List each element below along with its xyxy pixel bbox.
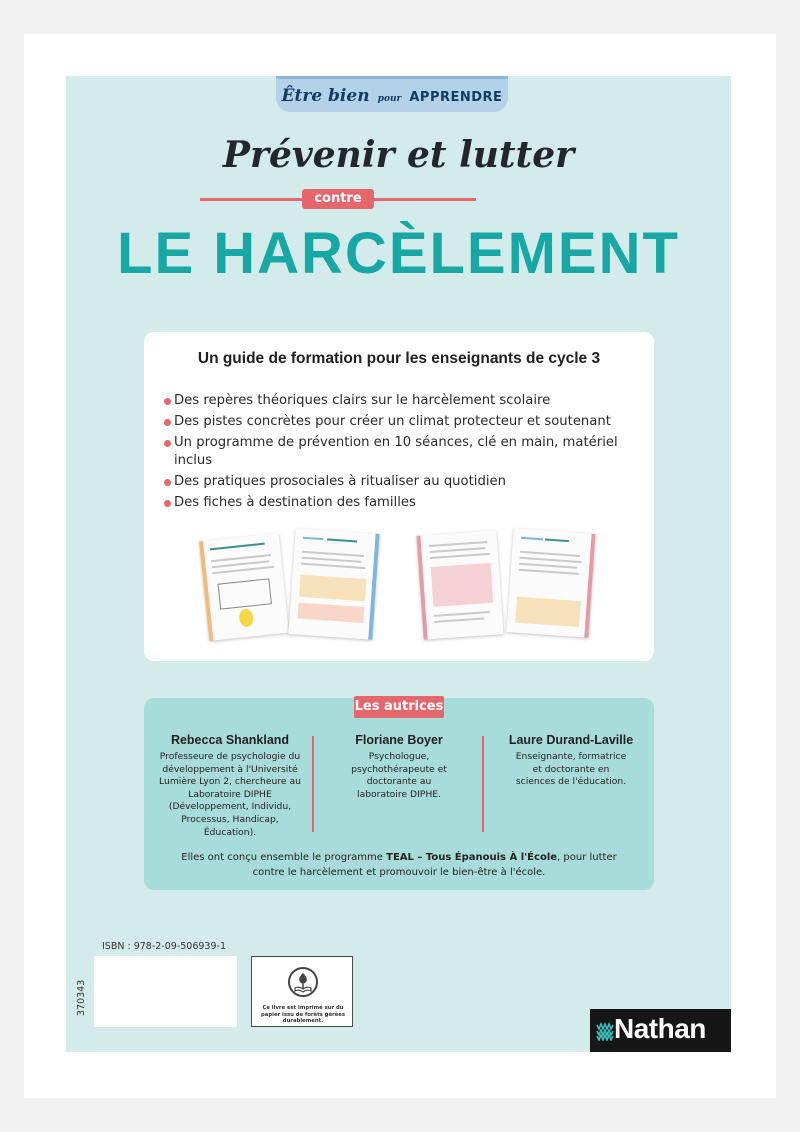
authors-tag: Les autrices [354,696,444,718]
list-item [164,434,634,470]
bullet-text: Des pratiques prosociales à ritualiser au quotidien [174,474,506,489]
sample-page [506,528,595,637]
bullet-text: Des pistes concrètes pour créer un climat protecteur et soutenant [174,414,611,429]
author-divider [312,736,314,832]
bullet-text: Des repères théoriques clairs sur le harcèlement scolaire [174,393,551,408]
author-laure [496,733,646,789]
author-name: Rebecca Shankland [170,733,290,747]
series-part1: Être bien [281,86,370,106]
list-item [164,413,634,431]
eco-text: Ce livre est imprimé sur du papier issu de forêts gérées durablement. [261,1005,345,1024]
bullet-text: Un programme de prévention en 10 séances, clé en main, matériel inclus [174,435,618,468]
dot-icon [164,398,171,405]
list-item [164,392,634,410]
sample-page [199,533,289,641]
book-back-cover [66,76,731,1052]
note-text: Elles ont conçu ensemble le programme [181,852,387,863]
sample-page [288,528,379,640]
list-item [164,494,634,512]
guide-heading: Un guide de formation pour les enseignants de cycle 3 [197,350,601,367]
publisher-name: Nathan [614,1013,706,1044]
author-name: Laure Durand-Laville [508,733,634,747]
program-name: TEAL – Tous Épanouis À l'École [386,852,558,863]
series-part2: pour [377,94,402,104]
nathan-wave-icon [596,1021,614,1041]
isbn: ISBN : 978-2-09-506939-1 [102,941,226,952]
dot-icon [164,440,171,447]
author-description: Professeure de psychologie du développement à l'Université Lumière Lyon 2, chercheure au Laboratoire DIPHE (Développement, Individu, Processus, Handicap, Éducation). [159,751,301,838]
author-description: Psychologue, psychothérapeute et doctorante au laboratoire DIPHE. [351,751,447,800]
author-divider [482,736,484,832]
author-name: Floriane Boyer [355,733,443,747]
publisher-logo [590,1009,731,1052]
author-floriane [328,733,470,801]
tree-book-icon [288,967,318,997]
title-contre-badge: contre [302,189,374,209]
series-part3: APPRENDRE [409,90,503,105]
author-description: Enseignante, formatrice et doctorante en sciences de l'éducation. [515,751,627,788]
barcode-area [94,956,237,1027]
list-item [164,473,634,491]
title-line2: LE HARCÈLEMENT [117,221,680,286]
sample-spread-right [414,527,594,645]
author-rebecca [156,733,304,839]
series-banner [276,76,508,112]
authors-note [164,850,634,880]
note-text: , pour lutter contre le harcèlement et promouvoir le bien-être à l'école. [252,852,617,878]
guide-bullet-list [164,392,634,515]
product-code: 370343 [76,979,87,1016]
title-line1: Prévenir et lutter [222,134,575,176]
dot-icon [164,500,171,507]
bullet-text: Des fiches à destination des familles [174,495,416,510]
sample-spread-left [204,527,384,645]
guide-card [144,332,654,661]
dot-icon [164,419,171,426]
eco-label [251,956,353,1027]
authors-panel [144,698,654,890]
dot-icon [164,479,171,486]
sample-page [416,530,503,639]
